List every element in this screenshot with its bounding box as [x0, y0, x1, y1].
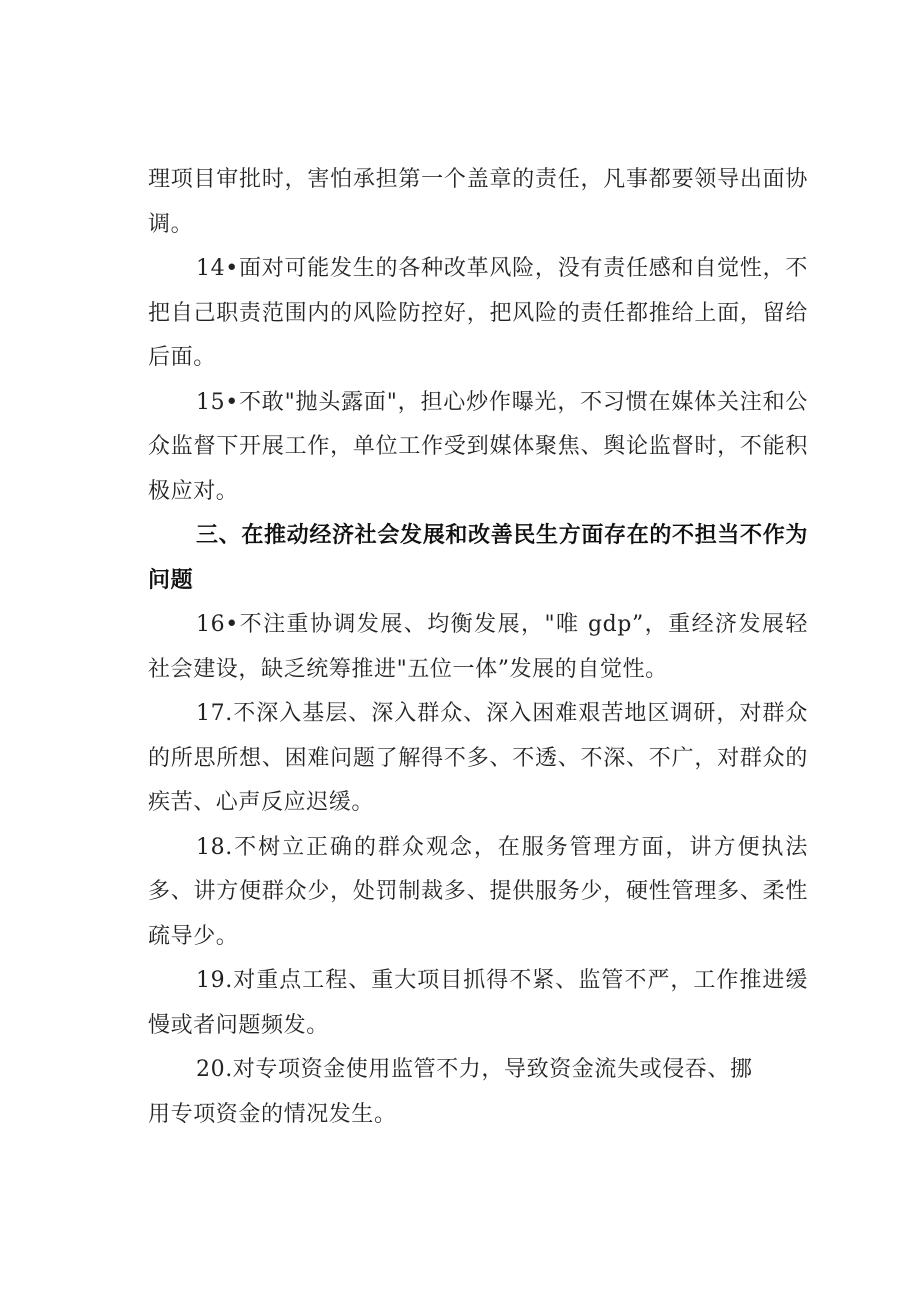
continuation-paragraph: 理项目审批时，害怕承担第一个盖章的责任，凡事都要领导出面协调。 — [148, 167, 808, 237]
item-15-paragraph: 15•不敢"抛头露面"，担心炒作曝光，不习惯在媒体关注和公众监督下开展工作，单位工作受到媒体聚焦、舆论监督时，不能积极应对。 — [148, 389, 808, 504]
item-19-paragraph: 19.对重点工程、重大项目抓得不紧、监管不严，工作推进缓慢或者问题频发。 — [148, 968, 808, 1038]
item-18-paragraph: 18.不树立正确的群众观念，在服务管理方面，讲方便执法多、讲方便群众少，处罚制裁多、提供服务少，硬性管理多、柔性疏导少。 — [148, 834, 808, 949]
item-16-paragraph: 16•不注重协调发展、均衡发展，"唯 gdp”，重经济发展轻社会建设，缺乏统筹推进"五位一体”发展的自觉性。 — [148, 612, 808, 682]
section-heading: 三、在推动经济社会发展和改善民生方面存在的不担当不作为问题 — [148, 523, 808, 593]
item-17-paragraph: 17.不深入基层、深入群众、深入困难艰苦地区调研，对群众的所思所想、困难问题了解得不多、不透、不深、不广，对群众的疾苦、心声反应迟缓。 — [148, 701, 808, 815]
item-14-paragraph: 14•面对可能发生的各种改革风险，没有责任感和自觉性，不把自己职责范围内的风险防控好，把风险的责任都推给上面，留给后面。 — [148, 256, 808, 370]
item-20-paragraph: 20.对专项资金使用监管不力，导致资金流失或侵吞、挪用专项资金的情况发生。 — [148, 1057, 753, 1127]
document-body — [148, 158, 808, 1137]
